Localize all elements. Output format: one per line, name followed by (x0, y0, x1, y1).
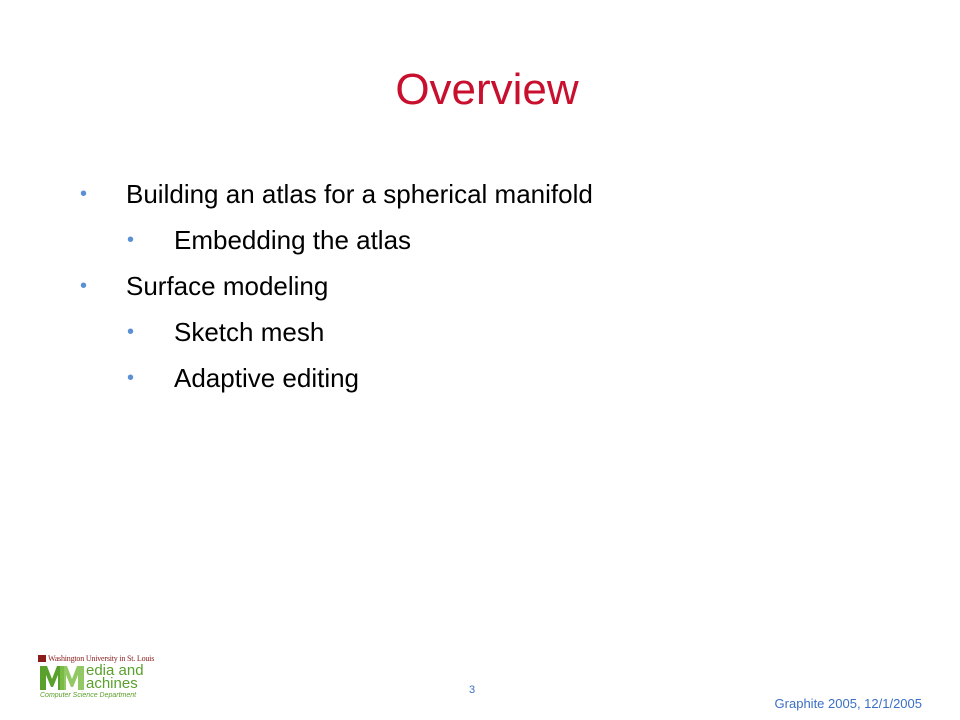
sub-bullet-item (127, 316, 325, 348)
bullet-dot-icon: • (127, 229, 135, 251)
bullet-text: Adaptive editing (174, 363, 360, 393)
bullet-dot-icon: • (127, 321, 135, 343)
slide-title: Overview (395, 65, 579, 114)
bullet-item (80, 178, 593, 210)
university-crest-icon (38, 655, 46, 662)
bullet-text: Surface modeling (126, 271, 329, 301)
university-wordmark: Washington University in St. Louis (38, 654, 154, 663)
sub-bullet-item (127, 362, 360, 394)
bullet-item (80, 270, 329, 302)
media-machines-logo (38, 654, 162, 702)
logo-department: Computer Science Department (40, 692, 137, 699)
bullet-dot-icon: • (80, 275, 88, 297)
bullet-dot-icon: • (80, 183, 88, 205)
logo-word-machines: achines (86, 675, 138, 692)
bullet-dot-icon: • (127, 367, 135, 389)
slide-footer: Graphite 2005, 12/1/2005 (774, 696, 922, 711)
page-number: 3 (468, 684, 476, 696)
bullet-text: Building an atlas for a spherical manifold (126, 179, 593, 209)
logo-word-media: edia and (86, 662, 144, 679)
bullet-text: Sketch mesh (174, 317, 325, 347)
bullet-text: Embedding the atlas (174, 225, 412, 255)
sub-bullet-item (127, 224, 412, 256)
